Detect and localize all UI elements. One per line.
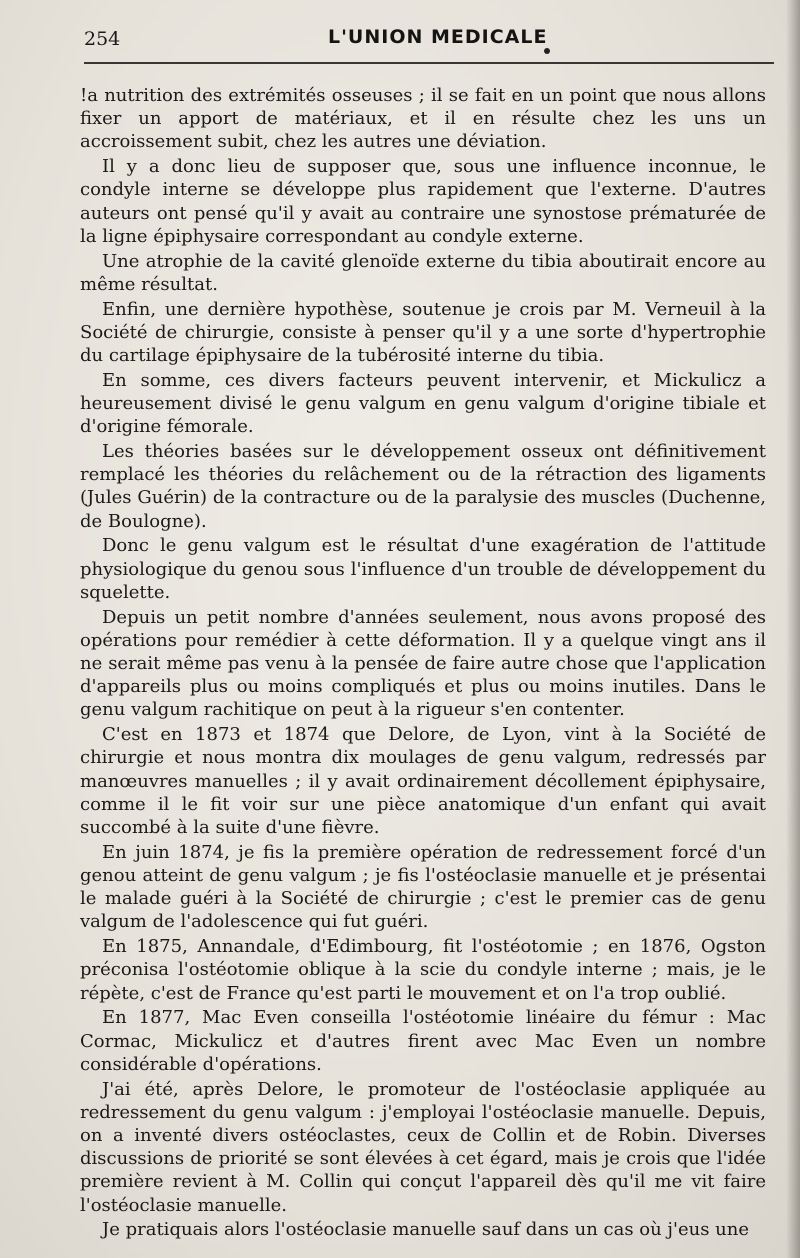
- paragraph: En somme, ces divers facteurs peuvent intervenir, et Mickulicz a heureusement divisé le genu valgum en genu valgum d'origine tibiale et d'origine fémorale.: [80, 369, 766, 438]
- paragraph: Les théories basées sur le développement osseux ont définitivement remplacé les théories du relâchement ou de la rétraction des ligaments (Jules Guérin) de la contracture ou de la paralysie des muscles (Duchenne, de Boulogne).: [80, 441, 766, 532]
- page-number: 254: [84, 28, 121, 50]
- page-edge-shadow: [786, 0, 800, 1258]
- body-text: [80, 84, 766, 1243]
- paragraph: En 1875, Annandale, d'Edimbourg, fit l'ostéotomie ; en 1876, Ogston préconisa l'ostéotomie oblique à la scie du condyle interne ; mais, je le répète, c'est de France qu'est parti le mouvement et on l'a trop oublié.: [80, 936, 766, 1004]
- header-rule: [84, 62, 774, 64]
- page-header: [84, 24, 784, 68]
- paragraph: Il y a donc lieu de supposer que, sous une influence inconnue, le condyle interne se développe plus rapidement que l'externe. D'autres auteurs ont pensé qu'il y avait au contraire une synostose prématurée de la ligne épiphysaire correspondant au condyle externe.: [80, 156, 766, 247]
- paragraph: En 1877, Mac Even conseilla l'ostéotomie linéaire du fémur : Mac Cormac, Mickulicz et d'autres firent avec Mac Even un nombre considérable d'opérations.: [80, 1007, 766, 1075]
- paragraph: C'est en 1873 et 1874 que Delore, de Lyon, vint à la Société de chirurgie et nous montra dix moulages de genu valgum, redressés par manœuvres manuelles ; il y avait ordinairement décollement épiphysaire, comme il le fit voir sur une pièce anatomique d'un enfant qui avait succombé à la suite d'une fièvre.: [80, 724, 766, 839]
- paragraph: En juin 1874, je fis la première opération de redressement forcé d'un genou atteint de genu valgum ; je fis l'ostéoclasie manuelle et je présentai le malade guéri à la Société de chirurgie ; c'est le premier cas de genu valgum de l'adolescence qui fut guéri.: [80, 841, 766, 933]
- paragraph: Enfin, une dernière hypothèse, soutenue je crois par M. Verneuil à la Société de chirurgie, consiste à penser qu'il y a une sorte d'hypertrophie du cartilage épiphysaire de la tubérosité interne du tibia.: [80, 298, 766, 367]
- paragraph: Une atrophie de la cavité glenoïde externe du tibia aboutirait encore au même résultat.: [80, 250, 766, 295]
- running-title: L'UNION MEDICALE: [328, 26, 548, 48]
- header-dot: [544, 48, 550, 54]
- paragraph: J'ai été, après Delore, le promoteur de l'ostéoclasie appliquée au redressement du genu valgum : j'employai l'ostéoclasie manuelle. Depuis, on a inventé divers ostéoclastes, ceux de Collin et de Robin. Diverses discussions de priorité se sont élevées à cet égard, mais je crois que l'idée première revient à M. Collin qui conçut l'appareil dès qu'il me vit faire l'ostéoclasie manuelle.: [80, 1078, 766, 1216]
- paragraph: Je pratiquais alors l'ostéoclasie manuelle sauf dans un cas où j'eus une: [102, 1219, 750, 1241]
- paragraph: Donc le genu valgum est le résultat d'une exagération de l'attitude physiologique du genou sous l'influence d'un trouble de développement du squelette.: [80, 535, 766, 603]
- paragraph: !a nutrition des extrémités osseuses ; il se fait en un point que nous allons fixer un apport de matériaux, et il en résulte chez les uns un accroissement subit, chez les autres une déviation.: [80, 85, 766, 153]
- paragraph: Depuis un petit nombre d'années seulement, nous avons proposé des opérations pour remédier à cette déformation. Il y a quelque vingt ans il ne serait même pas venu à la pensée de faire autre chose que l'application d'appareils plus ou moins compliqués et plus ou moins inutiles. Dans le genu valgum rachitique on peut à la rigueur s'en contenter.: [80, 606, 766, 721]
